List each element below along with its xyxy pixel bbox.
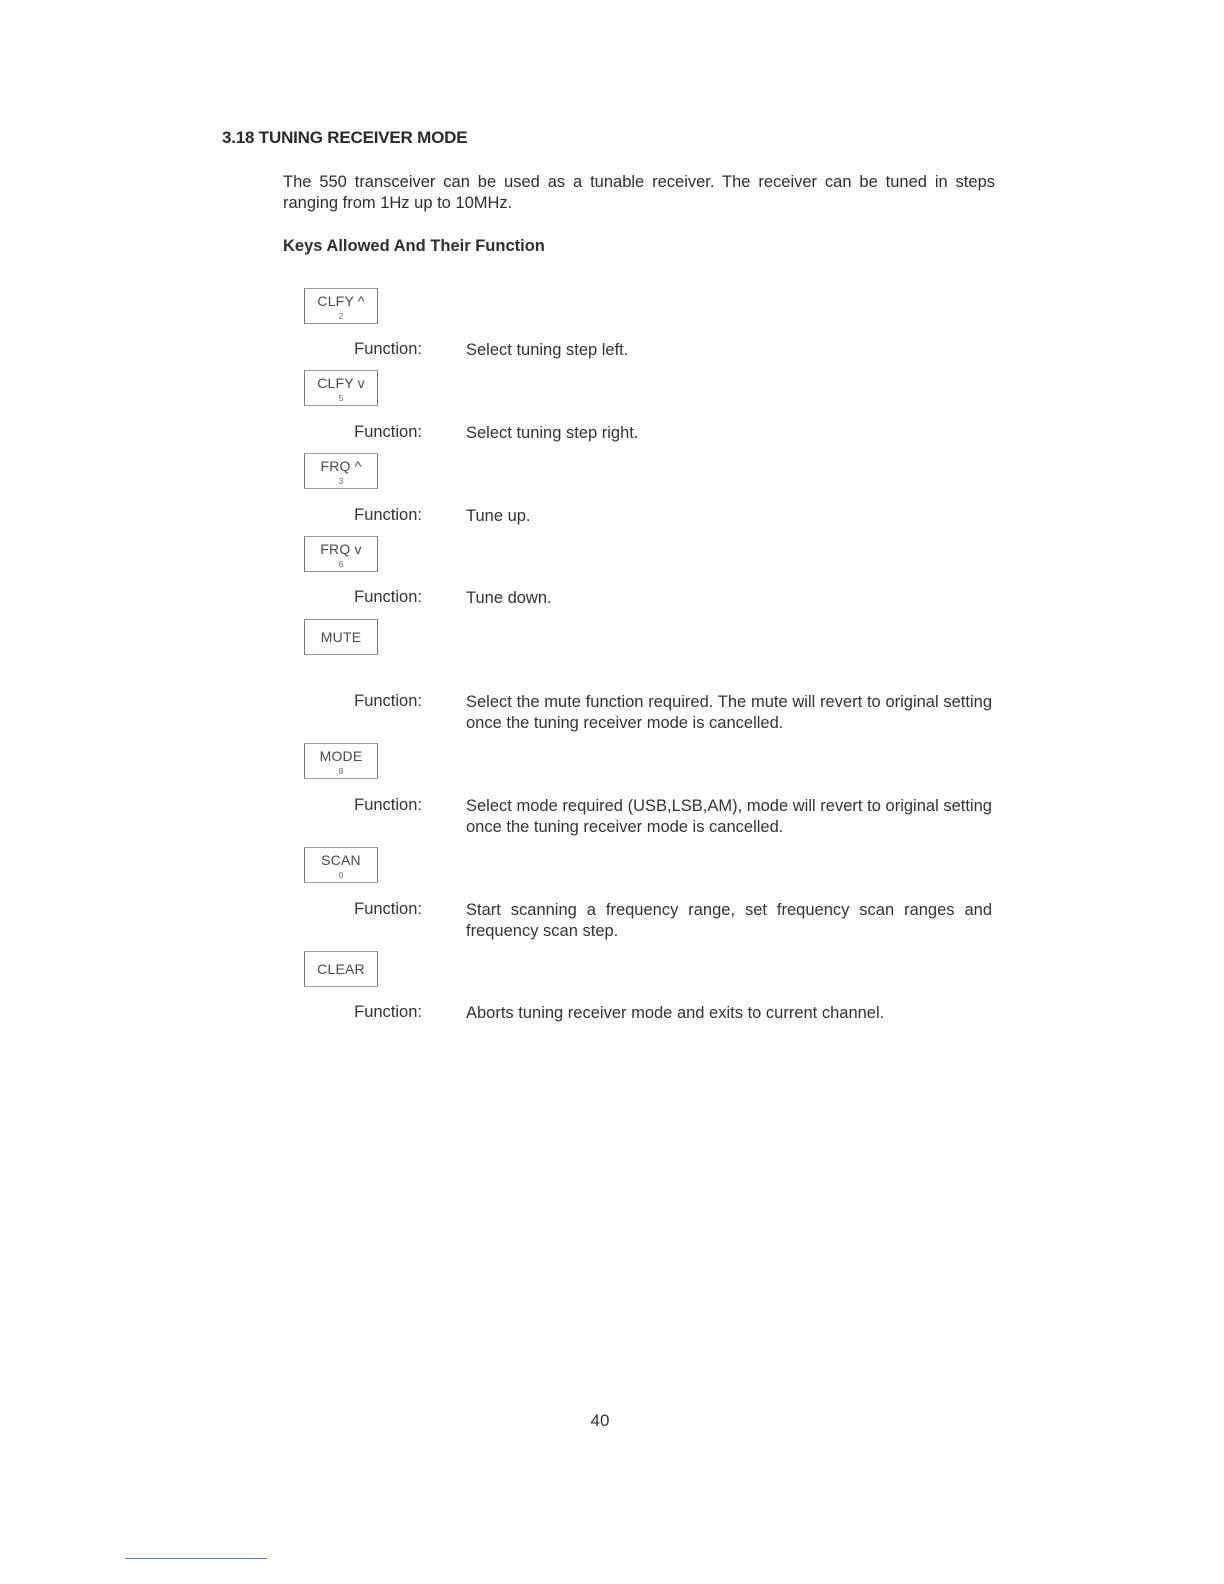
function-description: Select mode required (USB,LSB,AM), mode will revert to original setting once the tuning receiver mode is cancelled. [466,797,992,836]
page-number: 40 [590,1411,610,1430]
key-mode [304,743,378,779]
function-description: Tune down. [466,589,552,607]
key-number: 8 [338,766,344,776]
key-label: CLFY ^ [317,293,365,309]
key-mute [304,619,378,655]
key-frq-up [304,453,378,489]
function-description: Tune up. [466,507,531,525]
key-scan [304,847,378,883]
keys-heading: Keys Allowed And Their Function [283,237,545,255]
key-frq-down [304,536,378,572]
key-number: 2 [338,311,344,321]
key-number: 0 [338,870,344,880]
key-label: FRQ v [320,541,362,557]
function-description: Aborts tuning receiver mode and exits to current channel. [466,1004,885,1022]
key-label: CLEAR [317,961,365,977]
function-label: Function: [354,692,422,710]
key-clear [304,951,378,987]
footer-rule [125,1558,267,1559]
key-label: CLFY v [317,375,365,391]
function-label: Function: [354,900,422,918]
intro-paragraph: The 550 transceiver can be used as a tunable receiver. The receiver can be tuned in steps ranging from 1Hz up to 10MHz. [283,173,995,212]
function-label: Function: [354,340,422,358]
function-label: Function: [354,1003,422,1021]
function-label: Function: [354,588,422,606]
function-label: Function: [354,423,422,441]
key-label: SCAN [321,852,361,868]
key-clfy-up [304,288,378,324]
function-label: Function: [354,796,422,814]
key-clfy-down [304,370,378,406]
key-number: 6 [338,559,344,569]
key-label: FRQ ^ [320,458,362,474]
key-label: MODE [319,748,363,764]
function-description: Start scanning a frequency range, set frequency scan ranges and frequency scan step. [466,901,992,940]
function-description: Select tuning step right. [466,424,639,442]
function-label: Function: [354,506,422,524]
function-description: Select the mute function required. The mute will revert to original setting once the tuning receiver mode is cancelled. [466,693,992,732]
section-title: 3.18 TUNING RECEIVER MODE [222,128,468,147]
key-label: MUTE [320,629,362,645]
key-number: 3 [338,476,344,486]
function-description: Select tuning step left. [466,341,629,359]
key-number: 5 [338,393,344,403]
